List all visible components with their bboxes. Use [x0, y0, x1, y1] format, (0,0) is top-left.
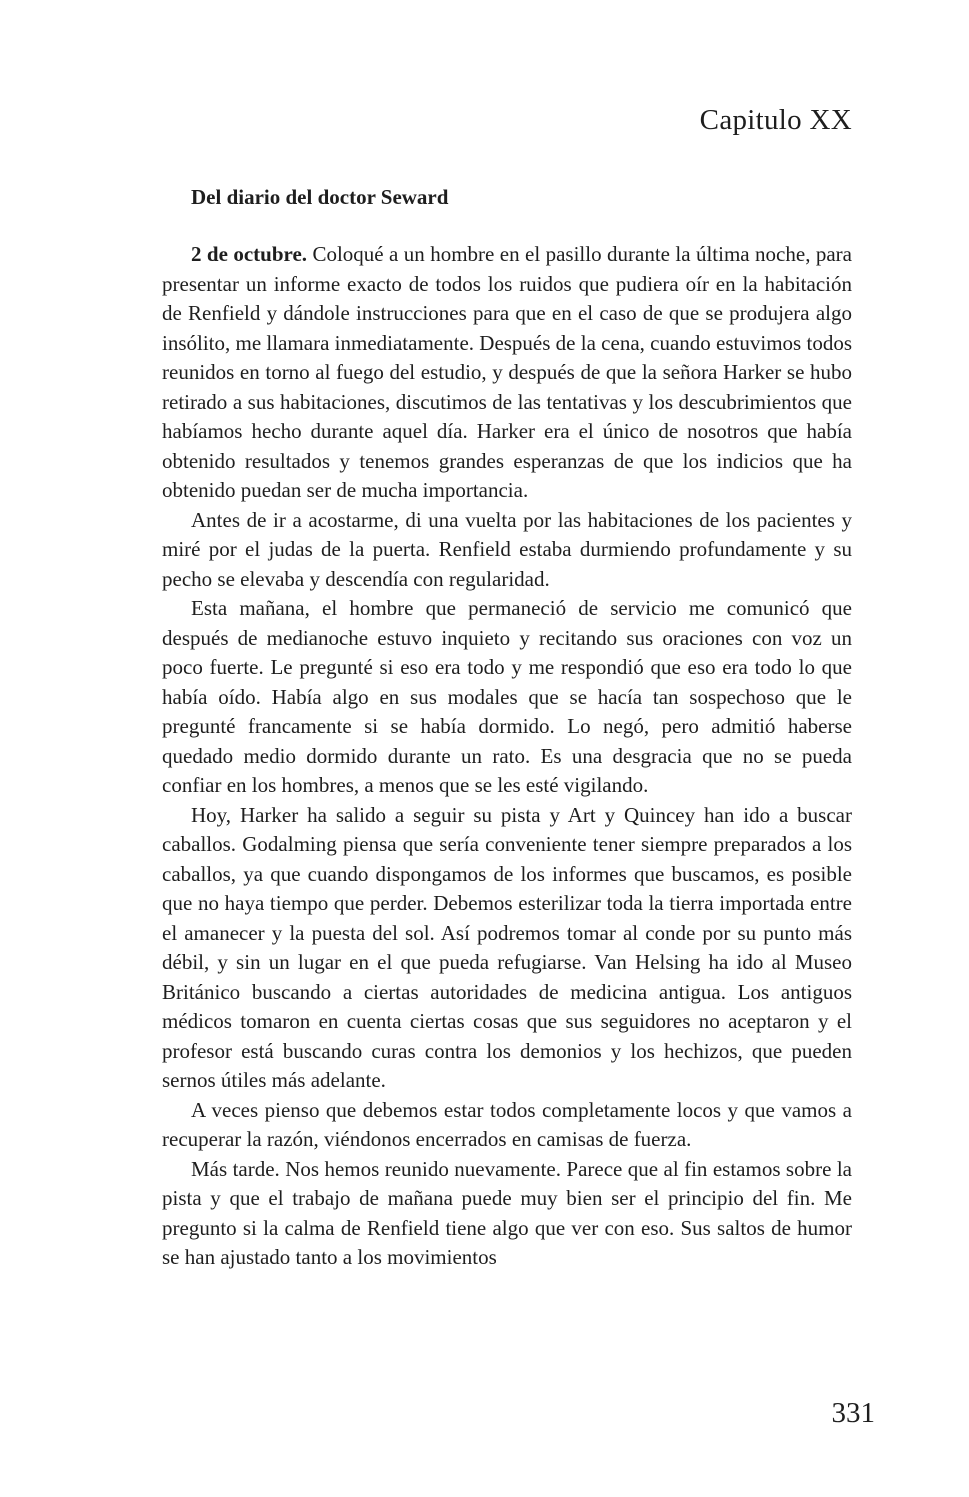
paragraph-text: Coloqué a un hombre en el pasillo durante la última noche, para presentar un informe exacto de todos los ruidos que pudiera oír en la habitación de Renfield y dándole instrucciones para que en el caso de que se produjera algo insólito, me llamara inmediatamente. Después de la cena, cuando estuvimos todos reunidos en torno al fuego del estudio, y después de que la señora Harker se hubo retirado a sus habitaciones, discutimos de las tentativas y los descubrimientos que habíamos hecho durante aquel día. Harker era el único de nosotros que había obtenido resultados y tenemos grandes esperanzas de que los indicios que ha obtenido puedan ser de mucha importancia. [162, 242, 852, 502]
paragraph [162, 594, 852, 801]
body-text [162, 240, 852, 1273]
paragraph [162, 1155, 852, 1273]
paragraph-text: Antes de ir a acostarme, di una vuelta por las habitaciones de los pacientes y miré por el judas de la puerta. Renfield estaba durmiendo profundamente y su pecho se elevaba y descendía con regularidad. [162, 507, 852, 591]
paragraph-text: Más tarde. Nos hemos reunido nuevamente. Parece que al fin estamos sobre la pista y que el trabajo de mañana puede muy bien ser el principio del fin. Me pregunto si la calma de Renfield tiene algo que ver con eso. Sus saltos de humor se han ajustado tanto a los movimientos [162, 1156, 852, 1269]
section-heading: Del diario del doctor Seward [191, 185, 449, 209]
paragraph-text: A veces pienso que debemos estar todos completamente locos y que vamos a recuperar la razón, viéndonos encerrados en camisas de fuerza. [162, 1097, 852, 1151]
entry-date: 2 de octubre. [191, 242, 308, 266]
paragraph [162, 801, 852, 1096]
paragraph [162, 506, 852, 595]
page-number: 331 [831, 1397, 875, 1429]
paragraph [162, 240, 852, 506]
paragraph-text: Esta mañana, el hombre que permaneció de servicio me comunicó que después de medianoche estuvo inquieto y recitando sus oraciones con voz un poco fuerte. Le pregunté si eso era todo y me respondió que eso era todo lo que había oído. Había algo en sus modales que se hacía tan sospechoso que le pregunté francamente si se había dormido. Lo negó, pero admitió haberse quedado medio dormido durante un rato. Es una desgracia que no se pueda confiar en los hombres, a menos que se les esté vigilando. [162, 596, 852, 797]
chapter-title: Capitulo XX [699, 104, 852, 136]
paragraph [162, 1096, 852, 1155]
paragraph-text: Hoy, Harker ha salido a seguir su pista y Art y Quincey han ido a buscar caballos. Godalming piensa que sería conveniente tener siempre preparados a los caballos, ya que cuando dispongamos de los informes que buscamos, es posible que no haya tiempo que perder. Debemos esterilizar toda la tierra importada entre el amanecer y la puesta del sol. Así podremos tomar al conde por su punto más débil, y sin un lugar en el que pueda refugiarse. Van Helsing ha ido al Museo Británico buscando a ciertas autoridades de medicina antigua. Los antiguos médicos tomaron en cuenta ciertas cosas que sus seguidores no aceptaron y el profesor está buscando curas contra los demonios y los hechizos, que pueden sernos útiles más adelante. [162, 802, 852, 1092]
